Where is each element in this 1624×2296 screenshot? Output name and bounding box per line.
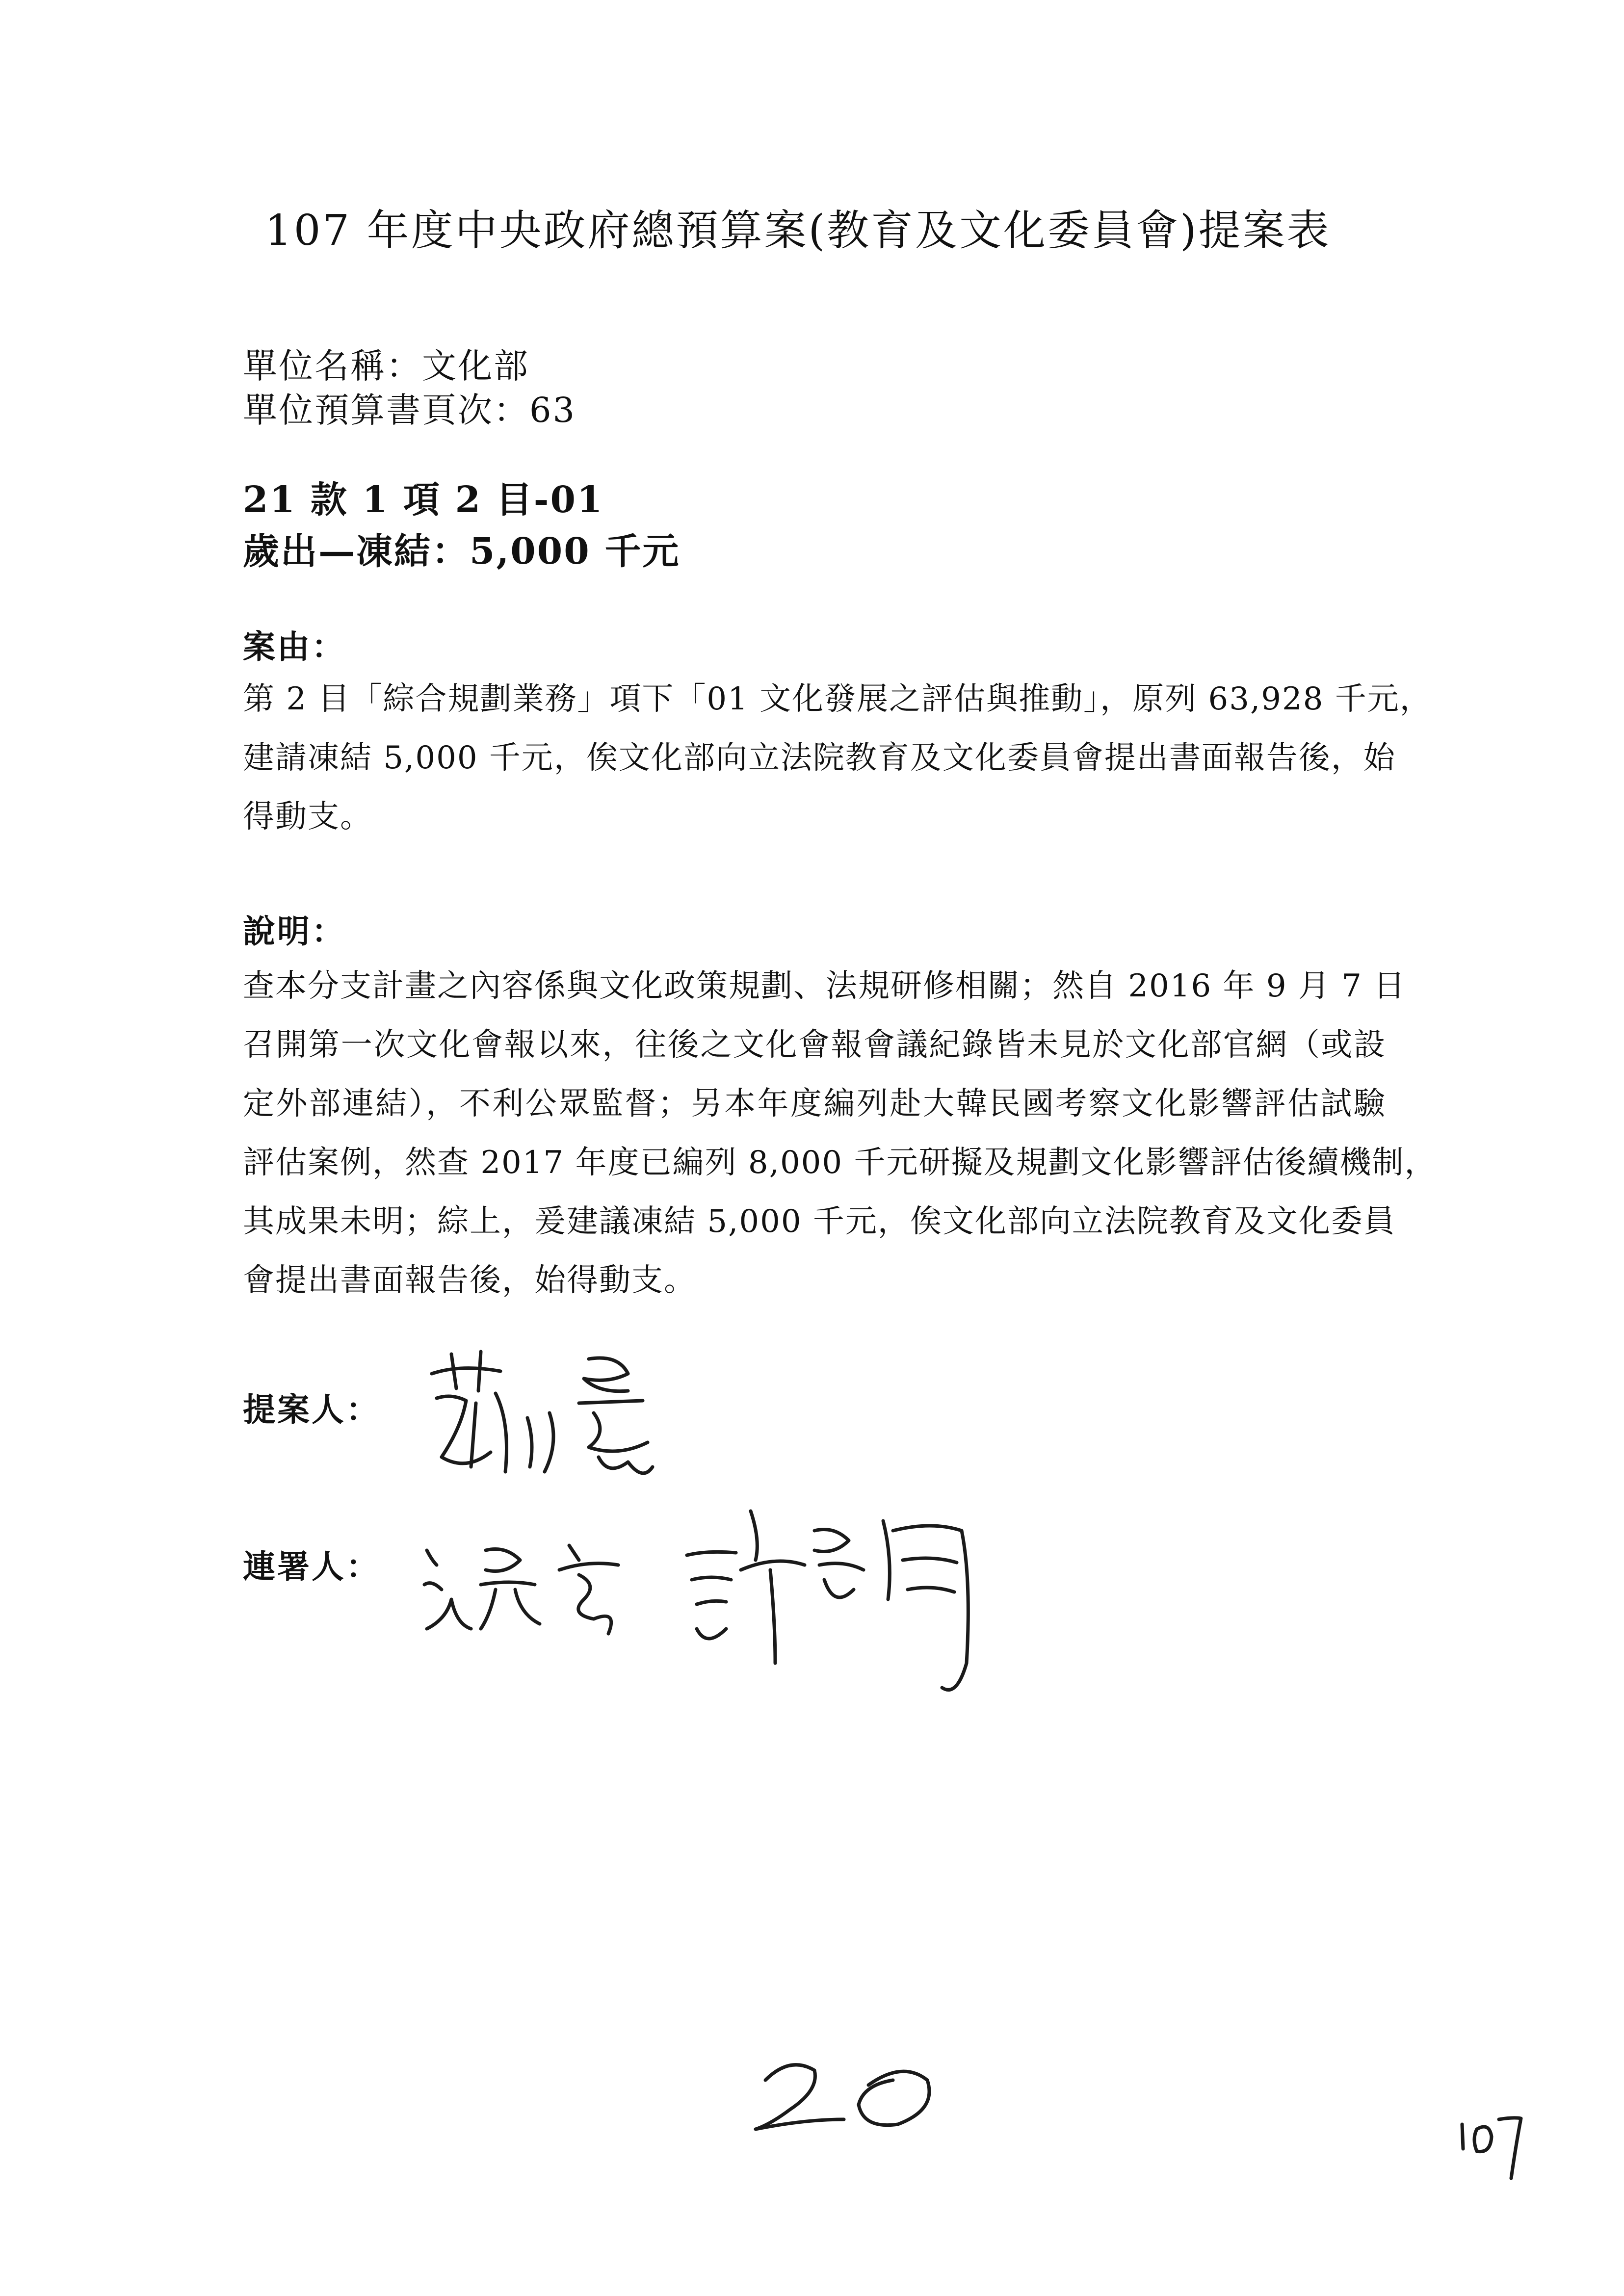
explanation-line: 定外部連結），不利公眾監督；另本年度編列赴大韓民國考察文化影響評估試驗 xyxy=(243,1086,1386,1122)
cosigner-signature-1 xyxy=(422,1531,677,1639)
unit-name: 單位名稱：文化部 xyxy=(243,346,529,386)
explanation-line: 會提出書面報告後，始得動支。 xyxy=(243,1262,696,1299)
explanation-line: 召開第一次文化會報以來，往後之文化會報會議紀錄皆未見於文化部官網（或設 xyxy=(243,1027,1386,1063)
reason-line: 第 2 目「綜合規劃業務」項下「01 文化發展之評估與推動」，原列 63,928 千元， xyxy=(243,681,1432,717)
document-title: 107 年度中央政府總預算案(教育及文化委員會)提案表 xyxy=(265,206,1331,255)
explanation-line: 評估案例，然查 2017 年度已編列 8,000 千元研擬及規劃文化影響評估後續機制， xyxy=(243,1145,1437,1181)
proposer-label: 提案人： xyxy=(243,1390,380,1429)
proposer-signature xyxy=(422,1344,716,1491)
budget-page-number: 單位預算書頁次：63 xyxy=(243,390,576,430)
explanation-heading: 說明： xyxy=(243,912,346,950)
item-code: 21 款 1 項 2 目-01 xyxy=(243,479,604,521)
explanation-line: 其成果未明；綜上，爰建議凍結 5,000 千元，俟文化部向立法院教育及文化委員 xyxy=(243,1203,1396,1240)
corner-page-number-107 xyxy=(1452,2105,1531,2183)
reason-heading: 案由： xyxy=(243,627,346,666)
explanation-paragraph xyxy=(243,957,1437,1310)
handwritten-number-20 xyxy=(746,2046,952,2144)
reason-paragraph xyxy=(243,670,1432,846)
reason-line: 建請凍結 5,000 千元，俟文化部向立法院教育及文化委員會提出書面報告後，始 xyxy=(243,740,1396,776)
reason-line: 得動支。 xyxy=(243,799,372,835)
explanation-line: 查本分支計畫之內容係與文化政策規劃、法規研修相關；然自 2016 年 9 月 7 日 xyxy=(243,968,1406,1004)
cosigner-label: 連署人： xyxy=(243,1547,380,1586)
expenditure-freeze: 歲出—凍結：5,000 千元 xyxy=(243,530,681,573)
cosigner-signature-2 xyxy=(677,1501,1021,1707)
